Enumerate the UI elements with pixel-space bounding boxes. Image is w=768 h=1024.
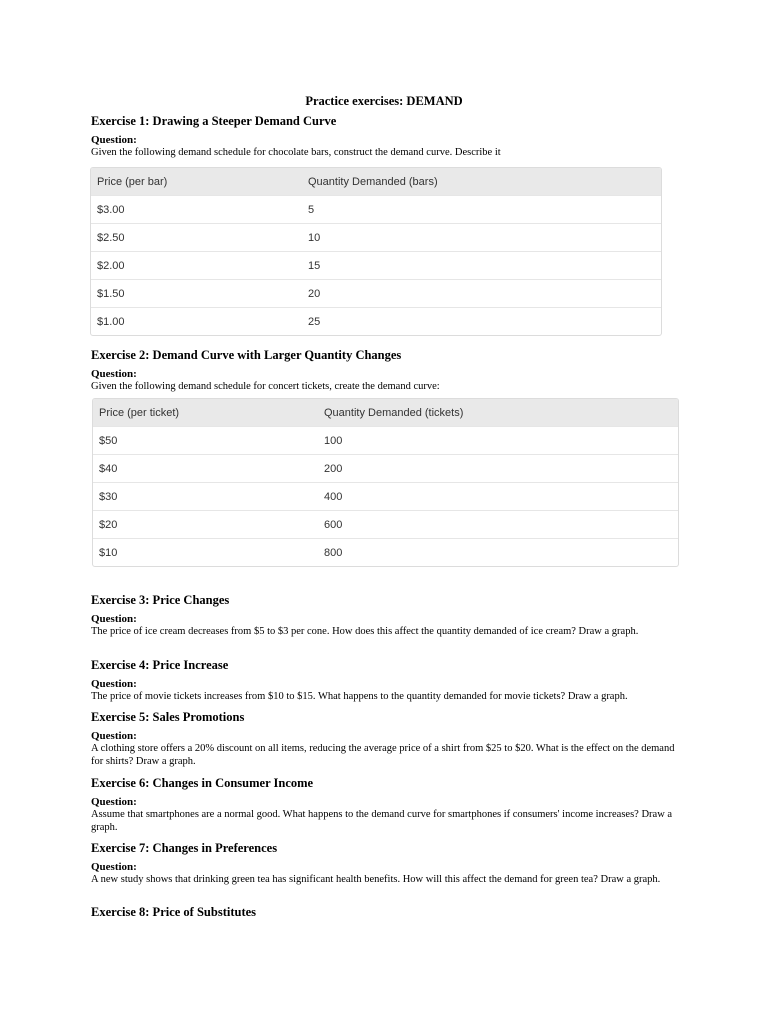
exercise-2-question-label: Question:: [91, 368, 137, 380]
table-row: [93, 454, 678, 482]
exercise-2-question: Given the following demand schedule for concert tickets, create the demand curve:: [91, 381, 440, 392]
table-cell: $3.00: [97, 203, 125, 216]
table-header-row: [91, 168, 661, 195]
table-cell: 400: [324, 490, 343, 503]
exercise-3-heading: Exercise 3: Price Changes: [91, 593, 230, 607]
table-cell: $2.00: [97, 259, 125, 272]
table-cell: $1.50: [97, 287, 125, 300]
table-row: [93, 482, 678, 510]
exercise-1-question: Given the following demand schedule for chocolate bars, construct the demand curve. Describe it: [91, 147, 501, 158]
table-cell: $2.50: [97, 231, 125, 244]
table-row: [91, 307, 661, 335]
exercise-1-heading: Exercise 1: Drawing a Steeper Demand Curve: [91, 114, 337, 128]
exercise-5-question-label: Question:: [91, 730, 137, 742]
table-cell: $20: [99, 518, 118, 531]
exercise-6-question: Assume that smartphones are a normal good. What happens to the demand curve for smartphones if consumers' income increases? Draw a graph.: [91, 809, 673, 833]
exercise-3-question: The price of ice cream decreases from $5 to $3 per cone. How does this affect the quantity demanded of ice cream? Draw a graph.: [91, 626, 639, 637]
exercise-4-question: The price of movie tickets increases from $10 to $15. What happens to the quantity demanded for movie tickets? Draw a graph.: [91, 691, 628, 702]
table-row: [93, 538, 678, 566]
table-cell: 5: [308, 203, 315, 216]
table-cell: $30: [99, 490, 118, 503]
table-cell: 25: [308, 315, 321, 328]
table-header-cell: Price (per ticket): [99, 406, 180, 419]
table-row: [91, 279, 661, 307]
exercise-2-table: [92, 398, 679, 567]
exercise-3-question-label: Question:: [91, 613, 137, 625]
table-header-cell: Quantity Demanded (bars): [308, 175, 438, 188]
exercise-6-heading: Exercise 6: Changes in Consumer Income: [91, 776, 314, 790]
table-cell: $40: [99, 462, 118, 475]
table-header-cell: Quantity Demanded (tickets): [324, 406, 464, 419]
exercise-7-question-label: Question:: [91, 861, 137, 873]
document-title: Practice exercises: DEMAND: [305, 94, 463, 108]
exercise-1-table: [90, 167, 662, 336]
table-row: [91, 223, 661, 251]
table-row: [91, 251, 661, 279]
table-row: [93, 510, 678, 538]
table-header-row: [93, 399, 678, 426]
exercise-7-question: A new study shows that drinking green tea has significant health benefits. How will this affect the demand for green tea? Draw a graph.: [91, 874, 661, 885]
table-cell: 15: [308, 259, 321, 272]
table-cell: $1.00: [97, 315, 125, 328]
table-row: [93, 426, 678, 454]
exercise-5-question: A clothing store offers a 20% discount on all items, reducing the average price of a shirt from $25 to $20. What is the effect on the demand for shirts? Draw a graph.: [91, 743, 675, 767]
table-row: [91, 195, 661, 223]
exercise-8-heading: Exercise 8: Price of Substitutes: [91, 905, 257, 919]
exercise-4-question-label: Question:: [91, 678, 137, 690]
table-cell: 600: [324, 518, 343, 531]
table-cell: 200: [324, 462, 343, 475]
table-header-cell: Price (per bar): [97, 175, 168, 188]
table-cell: $10: [99, 546, 118, 559]
table-cell: 20: [308, 287, 321, 300]
exercise-2-heading: Exercise 2: Demand Curve with Larger Quantity Changes: [91, 348, 402, 362]
table-cell: $50: [99, 434, 118, 447]
table-cell: 800: [324, 546, 343, 559]
exercise-1-question-label: Question:: [91, 134, 137, 146]
exercise-4-heading: Exercise 4: Price Increase: [91, 658, 229, 672]
exercise-6-question-label: Question:: [91, 796, 137, 808]
table-cell: 10: [308, 231, 321, 244]
table-cell: 100: [324, 434, 343, 447]
exercise-5-heading: Exercise 5: Sales Promotions: [91, 710, 245, 724]
exercise-7-heading: Exercise 7: Changes in Preferences: [91, 841, 278, 855]
